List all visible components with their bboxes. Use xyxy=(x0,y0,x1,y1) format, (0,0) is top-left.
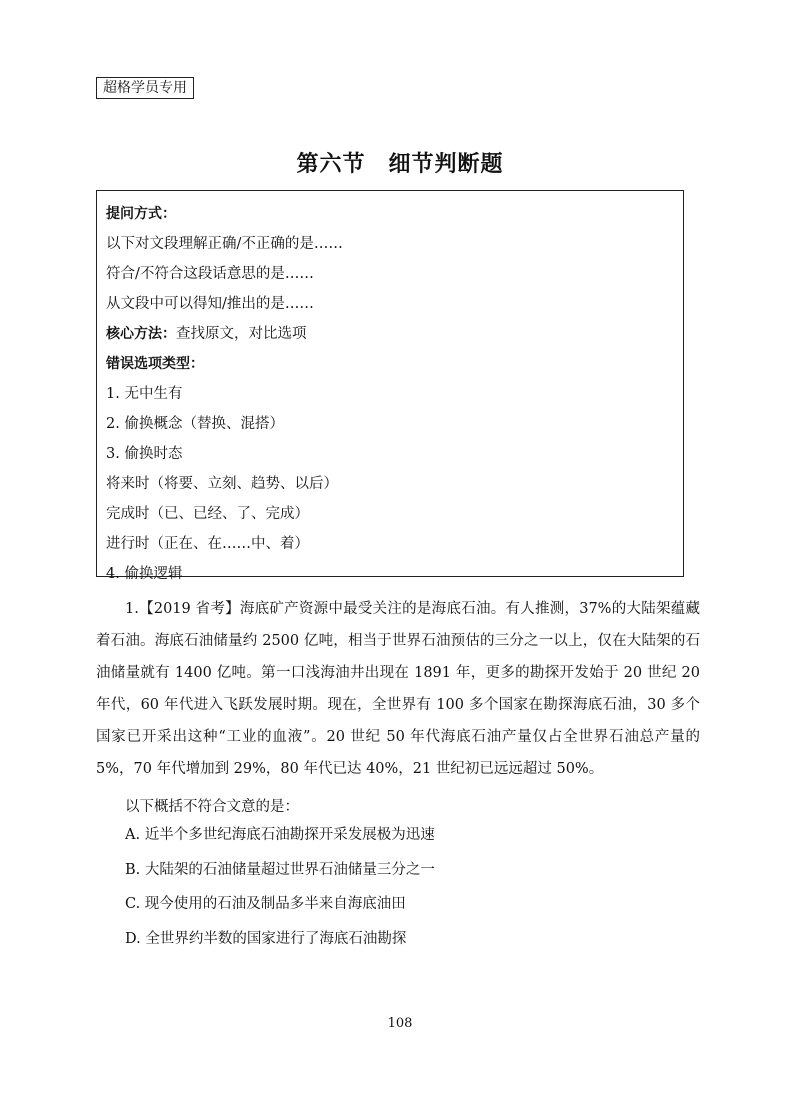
option-a: A. 近半个多世纪海底石油勘探开采发展极为迅速 xyxy=(125,827,435,843)
error-type-item: 1. 无中生有 xyxy=(106,386,183,402)
error-type-item: 将来时（将要、立刻、趋势、以后） xyxy=(106,476,338,492)
core-method-label: 核心方法： xyxy=(106,326,176,342)
error-type-item: 进行时（正在、在……中、着） xyxy=(106,536,309,552)
question-form-item: 以下对文段理解正确/不正确的是…… xyxy=(106,236,343,252)
header-stamp: 超格学员专用 xyxy=(96,77,194,99)
error-type-item: 完成时（已、已经、了、完成） xyxy=(106,506,309,522)
question-prompt: 以下概括不符合文意的是： xyxy=(125,799,299,815)
question-form-item: 符合/不符合这段话意思的是…… xyxy=(106,266,314,282)
error-type-item: 4. 偷换逻辑 xyxy=(106,566,183,582)
page-number: 108 xyxy=(387,1016,413,1031)
question-passage-block xyxy=(96,593,700,785)
question-forms-heading: 提问方式： xyxy=(106,206,176,222)
option-b: B. 大陆架的石油储量超过世界石油储量三分之一 xyxy=(125,862,435,878)
summary-box xyxy=(96,190,684,582)
error-type-item: 2. 偷换概念（替换、混搭） xyxy=(106,416,284,432)
core-method-text: 查找原文，对比选项 xyxy=(176,326,307,342)
question-form-item: 从文段中可以得知/推出的是…… xyxy=(106,296,314,312)
error-types-heading: 错误选项类型： xyxy=(106,356,204,372)
question-passage: 1.【2019 省考】海底矿产资源中最受关注的是海底石油。有人推测，37%的大陆架蕴藏着石油。海底石油储量约 2500 亿吨，相当于世界石油预估的三分之一以上，仅在大陆架的石油储量就有 1400 亿吨。第一口浅海油井出现在 1891 年，更多的勘探开发始于 20 世纪 20 年代，60 年代进入飞跃发展时期。现在，全世界有 100 多个国家在勘探海底石油，30 多个国家已开采出这种“工业的血液”。20 世纪 50 年代海底石油产量仅占全世界石油总产量的 5%，70 年代增加到 29%，80 年代已达 40%，21 世纪初已远远超过 50%。 xyxy=(96,601,700,777)
option-c: C. 现今使用的石油及制品多半来自海底油田 xyxy=(125,896,406,912)
section-title: 第六节 细节判断题 xyxy=(296,151,504,177)
core-method-line xyxy=(106,319,674,349)
option-d: D. 全世界约半数的国家进行了海底石油勘探 xyxy=(125,931,407,947)
error-type-item: 3. 偷换时态 xyxy=(106,446,183,462)
